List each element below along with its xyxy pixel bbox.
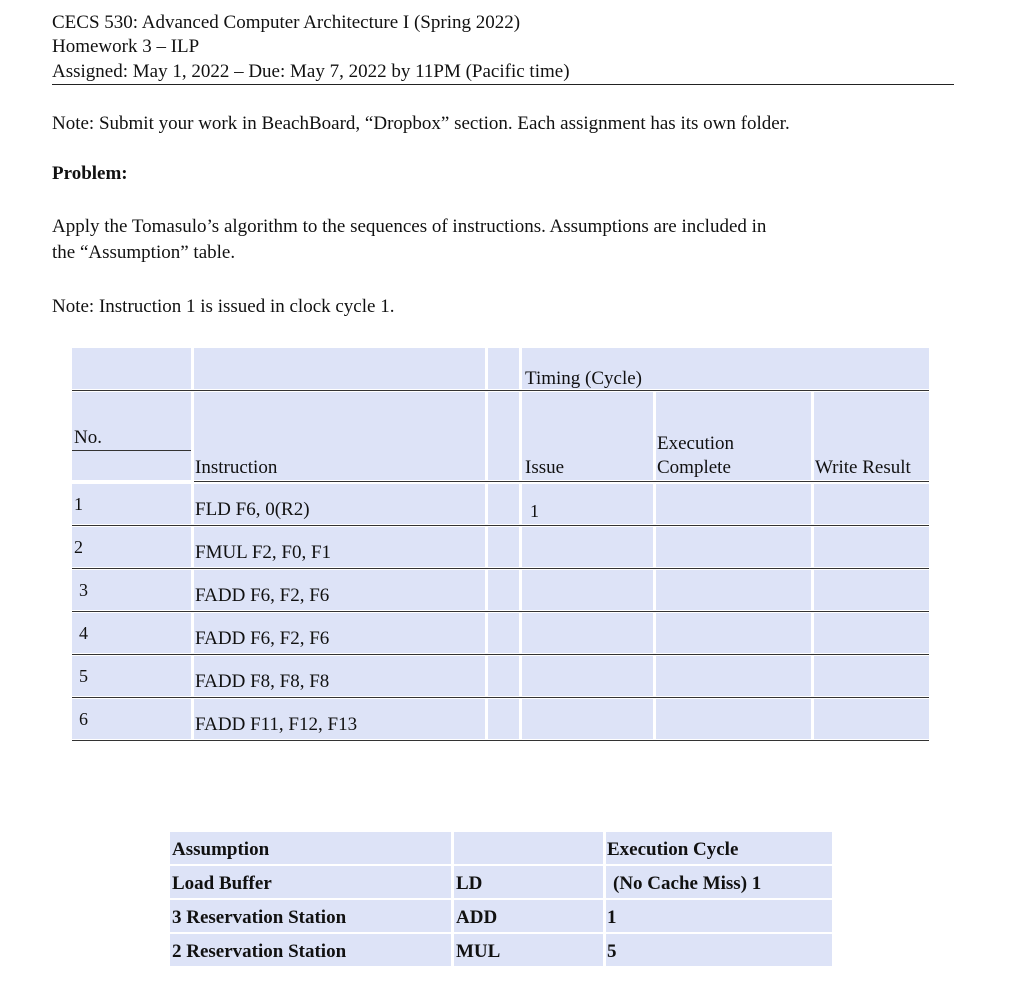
- assumption-name: 2 Reservation Station: [172, 941, 347, 962]
- header-rule: [52, 84, 954, 85]
- row-number: 2: [74, 537, 83, 557]
- assumption-cycle: (No Cache Miss) 1: [613, 873, 762, 894]
- col-issue-header: Issue: [525, 457, 565, 478]
- assumption-unit: MUL: [456, 941, 501, 962]
- row-number: 1: [74, 494, 83, 514]
- row-number: 6: [79, 709, 88, 729]
- assumption-unit: LD: [456, 873, 483, 894]
- row-issue: 1: [530, 501, 539, 521]
- row-instruction: FADD F6, F2, F6: [195, 585, 330, 606]
- issue-note: Note: Instruction 1 is issued in clock cycle 1.: [52, 296, 395, 317]
- assignment-dates: Assigned: May 1, 2022 – Due: May 7, 2022 by 11PM (Pacific time): [52, 61, 570, 82]
- assumption-name: 3 Reservation Station: [172, 907, 347, 928]
- col-no-header: No.: [74, 427, 102, 448]
- col-exec-header-line-1: Execution: [657, 433, 735, 454]
- row-number: 5: [79, 666, 88, 686]
- row-number: 3: [79, 580, 88, 600]
- assumption-cycle: 1: [607, 907, 617, 928]
- homework-title: Homework 3 – ILP: [52, 36, 200, 57]
- assumption-unit: ADD: [456, 907, 498, 928]
- col-exec-header-line-2: Complete: [657, 457, 731, 478]
- problem-text-line-1: Apply the Tomasulo’s algorithm to the sequences of instructions. Assumptions are included in: [52, 216, 767, 237]
- row-instruction: FADD F6, F2, F6: [195, 628, 330, 649]
- col-instruction-header: Instruction: [195, 457, 278, 478]
- timing-group-header: Timing (Cycle): [525, 368, 642, 389]
- row-instruction: FMUL F2, F0, F1: [195, 542, 332, 563]
- row-instruction: FADD F11, F12, F13: [195, 714, 358, 735]
- course-title: CECS 530: Advanced Computer Architecture I (Spring 2022): [52, 12, 521, 33]
- assumption-cycle: 5: [607, 941, 617, 962]
- row-instruction: FADD F8, F8, F8: [195, 671, 330, 692]
- col-write-header: Write Result: [815, 457, 911, 478]
- submit-note: Note: Submit your work in BeachBoard, “Dropbox” section. Each assignment has its own folder.: [52, 113, 790, 134]
- row-number: 4: [79, 623, 88, 643]
- problem-text-line-2: the “Assumption” table.: [52, 242, 236, 263]
- row-instruction: FLD F6, 0(R2): [195, 499, 310, 520]
- problem-heading: Problem:: [52, 163, 128, 184]
- assumption-header: Assumption: [172, 839, 270, 860]
- assumption-name: Load Buffer: [172, 873, 272, 894]
- execution-cycle-header: Execution Cycle: [607, 839, 739, 860]
